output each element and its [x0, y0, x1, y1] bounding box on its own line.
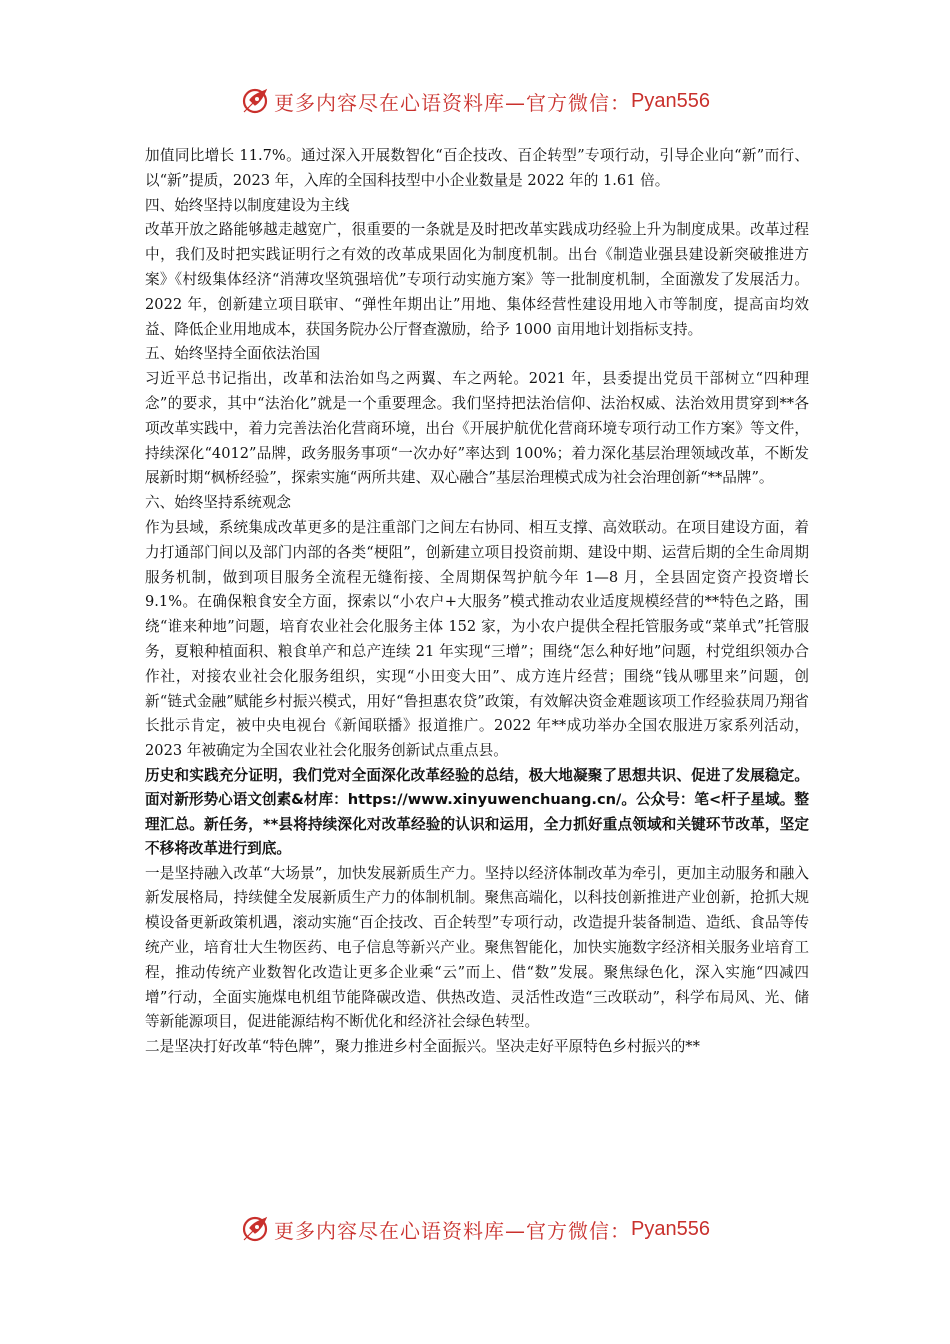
paragraph: 习近平总书记指出，改革和法治如鸟之两翼、车之两轮。2021 年，县委提出党员干部树立“四种理念”的要求，其中“法治化”就是一个重要理念。我们坚持把法治信仰、法治权威、法治效用贯穿到**各项改革实践中，着力完善法治化营商环境，出台《开展护航优化营商环境专项行动工作方案》等文件，持续深化“4012”品牌，政务服务事项“一次办好”率达到 100%；着力深化基层治理领域改革，不断发展新时期“枫桥经验”，探索实施“两所共建、双心融合”基层治理模式成为社会治理创新“**品牌”。 — [145, 370, 809, 487]
banner-wechat-id: Pyan556 — [631, 89, 710, 112]
brush-logo-icon — [240, 86, 270, 116]
section-heading: 四、始终坚持以制度建设为主线 — [145, 196, 350, 214]
bold-summary-paragraph: 历史和实践充分证明，我们党对全面深化改革经验的总结，极大地凝聚了思想共识、促进了发展稳定。面对新形势心语文创素&材库：https://www.xinyuwenchuang.cn/。公众号：笔<杆子星域。整理汇总。新任务，**县将持续深化对改革经验的认识和运用，全力抓好重点领域和关键环节改革，坚定不移将改革进行到底。 — [145, 766, 809, 858]
footer-banner — [0, 1212, 950, 1246]
banner-wechat-id: Pyan556 — [631, 1217, 710, 1240]
section-heading: 六、始终坚持系统观念 — [145, 494, 291, 512]
banner-text: 更多内容尽在心语资料库—官方微信： — [274, 1218, 632, 1243]
banner-text: 更多内容尽在心语资料库—官方微信： — [274, 90, 632, 115]
header-banner — [0, 84, 950, 118]
paragraph: 二是坚决打好改革“特色牌”，聚力推进乡村全面振兴。坚决走好平原特色乡村振兴的** — [145, 1038, 700, 1056]
brush-logo-icon — [240, 1214, 270, 1244]
paragraph: 作为县域，系统集成改革更多的是注重部门之间左右协同、相互支撑、高效联动。在项目建设方面，着力打通部门间以及部门内部的各类“梗阻”，创新建立项目投资前期、建设中期、运营后期的全生命周期服务机制，做到项目服务全流程无缝衔接、全周期保驾护航今年 1—8 月，全县固定资产投资增长 9.1%。在确保粮食安全方面，探索以“小农户+大服务”模式推动农业适度规模经营的**特色之路，围绕“谁来种地”问题，培育农业社会化服务主体 152 家，为小农户提供全程托管服务或“菜单式”托管服务，夏粮种植面积、粮食单产和总产连续 21 年实现“三增”；围绕“怎么种好地”问题，村党组织领办合作社，对接农业社会化服务组织，实现“小田变大田”、成方连片经营；围绕“钱从哪里来”问题，创新“链式金融”赋能乡村振兴模式，用好“鲁担惠农贷”政策，有效解决资金难题该项工作经验获周乃翔省长批示肯定，被中央电视台《新闻联播》报道推广。2022 年**成功举办全国农服进万家系列活动，2023 年被确定为全国农业社会化服务创新试点重点县。 — [145, 518, 809, 760]
paragraph: 加值同比增长 11.7%。通过深入开展数智化“百企技改、百企转型”专项行动，引导企业向“新”而行、以“新”提质，2023 年，入库的全国科技型中小企业数量是 2022 年的 1.61 倍。 — [145, 147, 809, 189]
document-body — [145, 144, 809, 1060]
paragraph: 改革开放之路能够越走越宽广，很重要的一条就是及时把改革实践成功经验上升为制度成果。改革过程中，我们及时把实践证明行之有效的改革成果固化为制度机制。出台《制造业强县建设新突破推进方案》《村级集体经济“消薄攻坚筑强培优”专项行动实施方案》等一批制度机制，全面激发了发展活力。2022 年，创新建立项目联审、“弹性年期出让”用地、集体经营性建设用地入市等制度，提高亩均效益、降低企业用地成本，获国务院办公厅督查激励，给予 1000 亩用地计划指标支持。 — [145, 221, 809, 338]
paragraph: 一是坚持融入改革“大场景”，加快发展新质生产力。坚持以经济体制改革为牵引，更加主动服务和融入新发展格局，持续健全发展新质生产力的体制机制。聚焦高端化，以科技创新推进产业创新，抢抓大规模设备更新政策机遇，滚动实施“百企技改、百企转型”专项行动，改造提升装备制造、造纸、食品等传统产业，培育壮大生物医药、电子信息等新兴产业。聚焦智能化，加快实施数字经济相关服务业培育工程，推动传统产业数智化改造让更多企业乘“云”而上、借“数”发展。聚焦绿色化，深入实施“四减四增”行动，全面实施煤电机组节能降碳改造、供热改造、灵活性改造“三改联动”，科学布局风、光、储等新能源项目，促进能源结构不断优化和经济社会绿色转型。 — [145, 864, 809, 1031]
section-heading: 五、始终坚持全面依法治国 — [145, 345, 321, 363]
